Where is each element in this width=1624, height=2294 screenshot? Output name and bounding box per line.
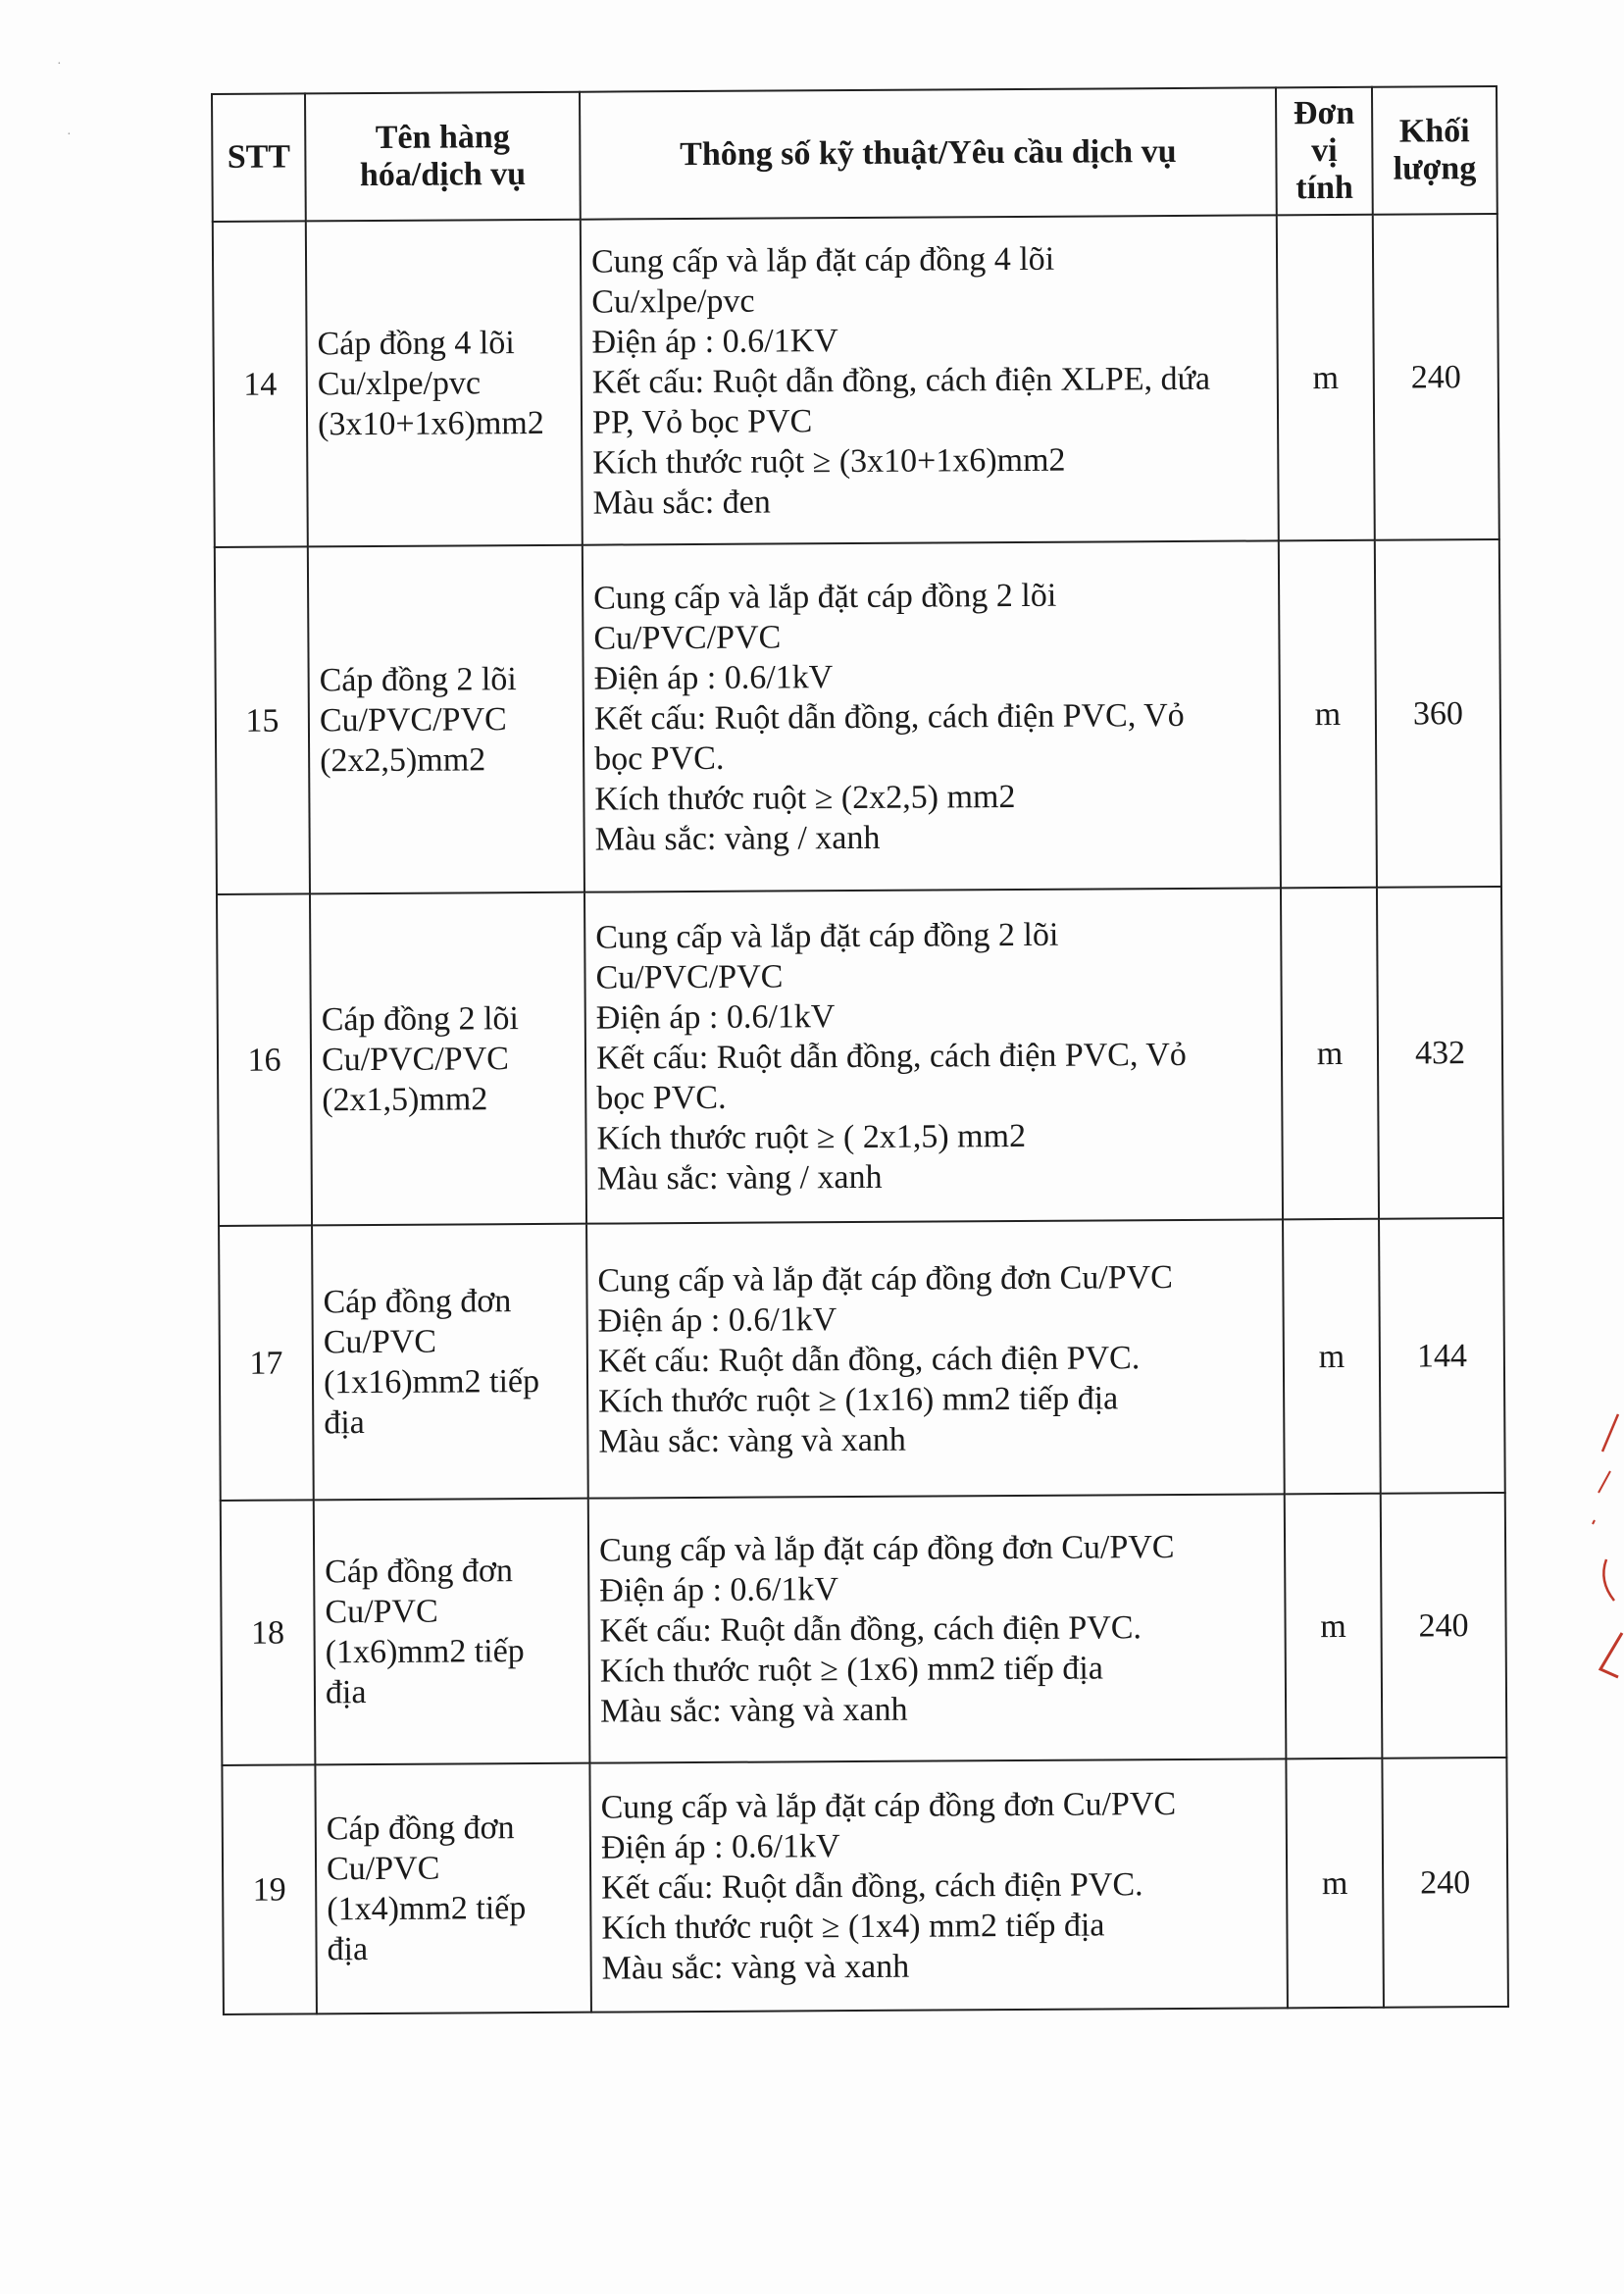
spec-line: Điện áp : 0.6/1KV (591, 322, 838, 361)
spec-line: Kết cấu: Ruột dẫn đồng, cách điện PVC. (597, 1339, 1141, 1380)
name-line: địa (325, 1674, 367, 1711)
cell-stt: 19 (222, 1764, 317, 2014)
spec-line: Kết cấu: Ruột dẫn đồng, cách điện XLPE, dứa (591, 360, 1211, 401)
spec-line: Điện áp : 0.6/1kV (599, 1570, 839, 1609)
spec-line: Cu/PVC/PVC (595, 957, 784, 996)
spec-line: Điện áp : 0.6/1kV (597, 1300, 837, 1340)
cell-name (314, 1499, 590, 1765)
spec-line: Kích thước ruột ≥ (2x2,5) mm2 (594, 778, 1016, 818)
table-row (221, 1493, 1507, 1765)
spec-line: Màu sắc: vàng / xanh (594, 819, 881, 858)
cell-spec (586, 1219, 1285, 1498)
name-line: Cáp đồng 2 lõi (321, 999, 520, 1038)
name-line: Cu/PVC/PVC (321, 1040, 509, 1078)
header-name: Tên hàng hóa/dịch vụ (305, 92, 581, 222)
spec-line: Điện áp : 0.6/1kV (595, 997, 836, 1037)
specification-table (211, 85, 1509, 2015)
spec-line: Cung cấp và lắp đặt cáp đồng đơn Cu/PVC (598, 1528, 1175, 1569)
spec-line: Điện áp : 0.6/1kV (600, 1827, 840, 1866)
name-line: (3x10+1x6)mm2 (317, 404, 544, 442)
cell-unit: m (1277, 215, 1375, 541)
cell-name (308, 545, 584, 894)
cell-qty: 240 (1382, 1758, 1508, 2008)
spec-line: Màu sắc: đen (592, 484, 771, 522)
seal-stamp-fragment (1589, 1412, 1624, 1697)
spec-line: Kết cấu: Ruột dẫn đồng, cách điện PVC. (601, 1865, 1143, 1907)
spec-line: Kết cấu: Ruột dẫn đồng, cách điện PVC, Vỏ (593, 696, 1185, 738)
cell-name (315, 1763, 591, 2014)
cell-unit: m (1279, 540, 1377, 889)
spec-line: Cung cấp và lắp đặt cáp đồng đơn Cu/PVC (600, 1785, 1177, 1826)
spec-line: Màu sắc: vàng / xanh (596, 1158, 883, 1198)
header-stt: STT (212, 93, 306, 222)
name-line: Cu/PVC (326, 1850, 440, 1888)
name-line: Cáp đồng đơn (326, 1810, 515, 1848)
spec-line: bọc PVC. (594, 739, 725, 778)
name-line: (2x1,5)mm2 (322, 1080, 488, 1118)
spec-line: Điện áp : 0.6/1kV (593, 658, 834, 697)
name-line: (1x6)mm2 tiếp (325, 1633, 525, 1671)
spec-line: Màu sắc: vàng và xanh (601, 1948, 910, 1987)
header-spec: Thông số kỹ thuật/Yêu cầu dịch vụ (580, 87, 1277, 219)
table-row (222, 1758, 1508, 2014)
name-line: Cu/PVC (325, 1593, 438, 1631)
table-header-row (212, 86, 1497, 222)
name-line: Cu/xlpe/pvc (317, 364, 482, 402)
spec-line: Kích thước ruột ≥ (1x4) mm2 tiếp địa (601, 1906, 1105, 1947)
header-unit: Đơn vị tính (1276, 87, 1373, 216)
header-qty: Khối lượng (1372, 86, 1497, 215)
spec-line: Màu sắc: vàng và xanh (599, 1691, 908, 1730)
cell-qty: 432 (1377, 887, 1503, 1219)
spec-line: Cung cấp và lắp đặt cáp đồng 4 lõi (590, 240, 1055, 280)
cell-stt: 16 (217, 893, 312, 1226)
cell-unit: m (1283, 1219, 1381, 1495)
name-line: (1x4)mm2 tiếp (327, 1890, 527, 1928)
cell-spec (584, 888, 1283, 1223)
spec-line: Kích thước ruột ≥ (1x16) mm2 tiếp địa (598, 1379, 1119, 1420)
name-line: Cáp đồng 2 lõi (319, 660, 517, 698)
table-row (215, 539, 1501, 894)
cell-qty: 240 (1381, 1493, 1507, 1759)
table-row (219, 1218, 1505, 1501)
cell-unit: m (1286, 1759, 1384, 2009)
name-line: Cáp đồng đơn (325, 1553, 514, 1591)
name-line: Cu/PVC (323, 1323, 437, 1361)
cell-spec (581, 215, 1279, 544)
spec-line: Cu/PVC/PVC (593, 618, 782, 657)
cell-qty: 240 (1373, 214, 1499, 540)
name-line: Cáp đồng 4 lõi (317, 324, 515, 362)
name-line: Cáp đồng đơn (323, 1283, 512, 1321)
spec-line: Kích thước ruột ≥ (3x10+1x6)mm2 (592, 441, 1066, 482)
cell-spec (589, 1759, 1288, 2012)
name-line: (2x2,5)mm2 (320, 740, 486, 779)
cell-qty: 144 (1379, 1218, 1505, 1494)
cell-unit: m (1281, 888, 1379, 1220)
spec-line: Màu sắc: vàng và xanh (598, 1421, 906, 1460)
spec-line: Cu/xlpe/pvc (591, 282, 755, 321)
scan-speck: · (57, 57, 62, 72)
cell-spec (583, 540, 1281, 892)
spec-line: bọc PVC. (596, 1079, 727, 1117)
spec-line: Cung cấp và lắp đặt cáp đồng 2 lõi (593, 577, 1057, 617)
cell-stt: 17 (219, 1225, 314, 1501)
cell-stt: 14 (213, 221, 308, 547)
cell-name (312, 1224, 588, 1501)
spec-line: Cung cấp và lắp đặt cáp đồng 2 lõi (595, 916, 1059, 956)
name-line: (1x16)mm2 tiếp (323, 1362, 540, 1402)
cell-stt: 15 (215, 546, 310, 894)
name-line: địa (324, 1404, 365, 1442)
cell-qty: 360 (1375, 539, 1501, 888)
spec-line: Kết cấu: Ruột dẫn đồng, cách điện PVC, Vỏ (595, 1036, 1187, 1077)
spec-line: Kết cấu: Ruột dẫn đồng, cách điện PVC. (599, 1608, 1142, 1650)
cell-unit: m (1285, 1494, 1383, 1759)
table-row (217, 887, 1503, 1226)
spec-line: Kích thước ruột ≥ ( 2x1,5) mm2 (596, 1117, 1027, 1157)
cell-stt: 18 (221, 1500, 316, 1765)
spec-line: Cung cấp và lắp đặt cáp đồng đơn Cu/PVC (597, 1258, 1173, 1300)
name-line: địa (327, 1931, 369, 1968)
table-row (213, 214, 1499, 547)
spec-line: PP, Vỏ bọc PVC (591, 402, 813, 441)
cell-spec (588, 1494, 1287, 1762)
cell-name (310, 892, 586, 1226)
cell-name (306, 220, 583, 547)
spec-line: Kích thước ruột ≥ (1x6) mm2 tiếp địa (599, 1649, 1103, 1690)
scan-speck: · (67, 127, 72, 142)
name-line: Cu/PVC/PVC (319, 700, 507, 739)
